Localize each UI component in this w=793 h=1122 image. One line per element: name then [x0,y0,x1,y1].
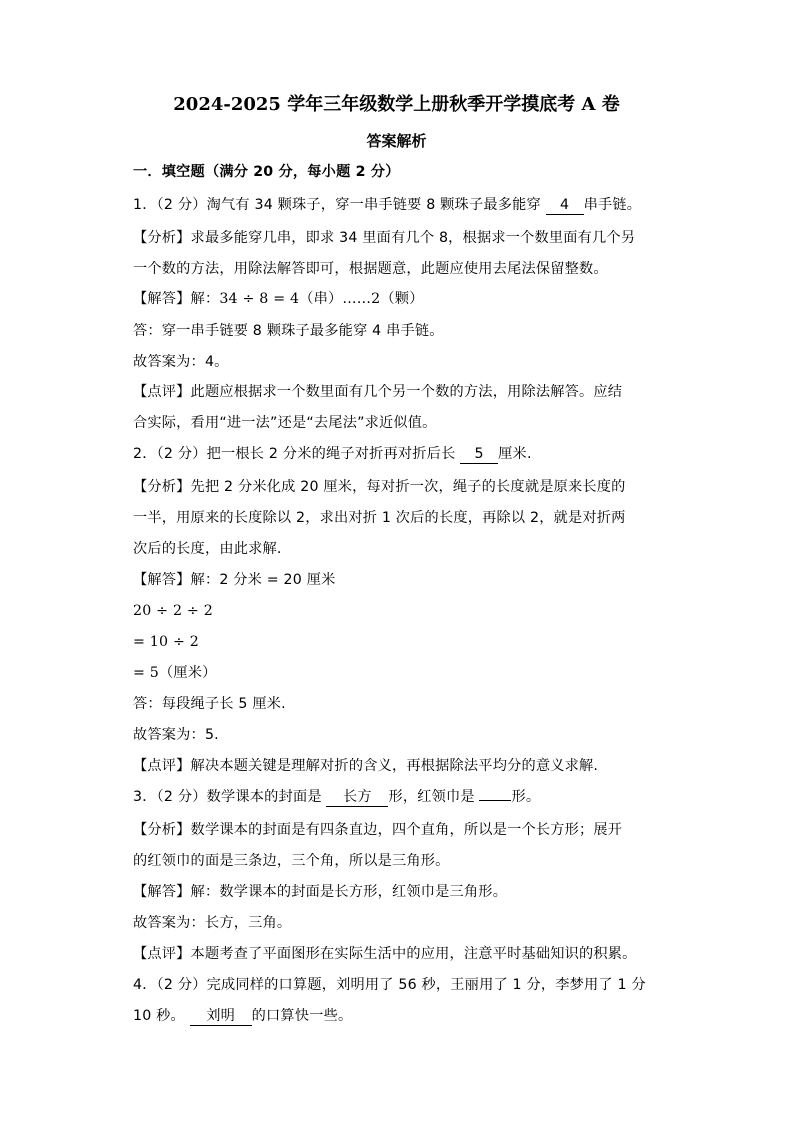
calc-step: = 10 ÷ 2 [133,634,199,650]
analysis-line: 次后的长度，由此求解. [133,541,282,557]
analysis-line: 一半，用原来的长度除以 2，求出对折 1 次后的长度，再除以 2，就是对折两 [133,510,626,526]
question-3 [133,786,693,808]
comment-line: 【点评】解决本题关键是理解对折的含义，再根据除法平均分的意义求解. [133,758,599,774]
question-text: 1．（2 分）淘气有 34 颗珠子，穿一串手链要 8 颗珠子最多能穿 [133,197,546,213]
final-answer: 故答案为：4。 [133,354,229,370]
reply-line: 答：每段绳子长 5 厘米. [133,696,286,712]
comment-line: 【点评】本题考查了平面图形在实际生活中的应用，注意平时基础知识的积累。 [133,946,637,962]
question-2 [133,443,693,465]
answer-blank: 5 [460,446,498,464]
question-4: 4．（2 分）完成同样的口算题，刘明用了 56 秒，王丽用了 1 分，李梦用了 1 分 [133,977,646,993]
analysis-line: 的红领巾的面是三条边，三个角，所以是三角形。 [133,853,450,869]
question-4-continued [133,1005,693,1027]
question-text: 10 秒。 [133,1008,190,1024]
answer-blank: 长方 [326,789,388,807]
answer-blank: 4 [546,197,584,215]
question-text: 厘米. [498,446,532,462]
question-text: 形，红领巾是 [388,789,480,805]
question-text: 形。 [511,789,541,805]
question-text: 3．（2 分）数学课本的封面是 [133,789,327,805]
solution-line: 【解答】解：数学课本的封面是长方形，红领巾是三角形。 [133,884,508,900]
reply-line: 答：穿一串手链要 8 颗珠子最多能穿 4 串手链。 [133,323,444,339]
page-title: 2024-2025 学年三年级数学上册秋季开学摸底考 A 卷 [173,94,620,115]
analysis-line: 【分析】求最多能穿几串，即求 34 里面有几个 8，根据求一个数里面有几个另 [133,230,636,246]
question-text: 串手链。 [583,197,642,213]
analysis-line: 一个数的方法，用除法解答即可，根据题意，此题应使用去尾法保留整数。 [133,261,608,277]
answer-blank: 刘明 [190,1008,252,1026]
answer-blank-empty [479,800,511,801]
question-1 [133,194,693,216]
calc-step: = 5（厘米） [133,665,217,681]
solution-line: 【解答】解：2 分米 = 20 厘米 [133,572,336,588]
comment-line: 【点评】此题应根据求一个数里面有几个另一个数的方法，用除法解答。应结 [133,384,623,400]
solution-line [133,288,693,310]
question-text: 2．（2 分）把一根长 2 分米的绳子对折再对折后长 [133,446,461,462]
question-text: 的口算快一些。 [251,1008,353,1024]
comment-line: 合实际，看用“进一法”还是“去尾法”求近似值。 [133,415,437,431]
section-heading: 一．填空题（满分 20 分，每小题 2 分） [133,164,400,180]
analysis-line: 【分析】数学课本的封面是有四条直边，四个直角，所以是一个长方形；展开 [133,822,623,838]
solution-label: 【解答】解： [133,291,220,307]
page-subtitle: 答案解析 [366,132,427,150]
final-answer: 故答案为：长方，三角。 [133,915,292,931]
final-answer: 故答案为：5. [133,727,219,743]
calc-step: 20 ÷ 2 ÷ 2 [133,603,213,619]
analysis-line: 【分析】先把 2 分米化成 20 厘米，每对折一次，绳子的长度就是原来长度的 [133,479,626,495]
solution-math: 34 ÷ 8 = 4（串）……2（颗） [219,291,424,307]
